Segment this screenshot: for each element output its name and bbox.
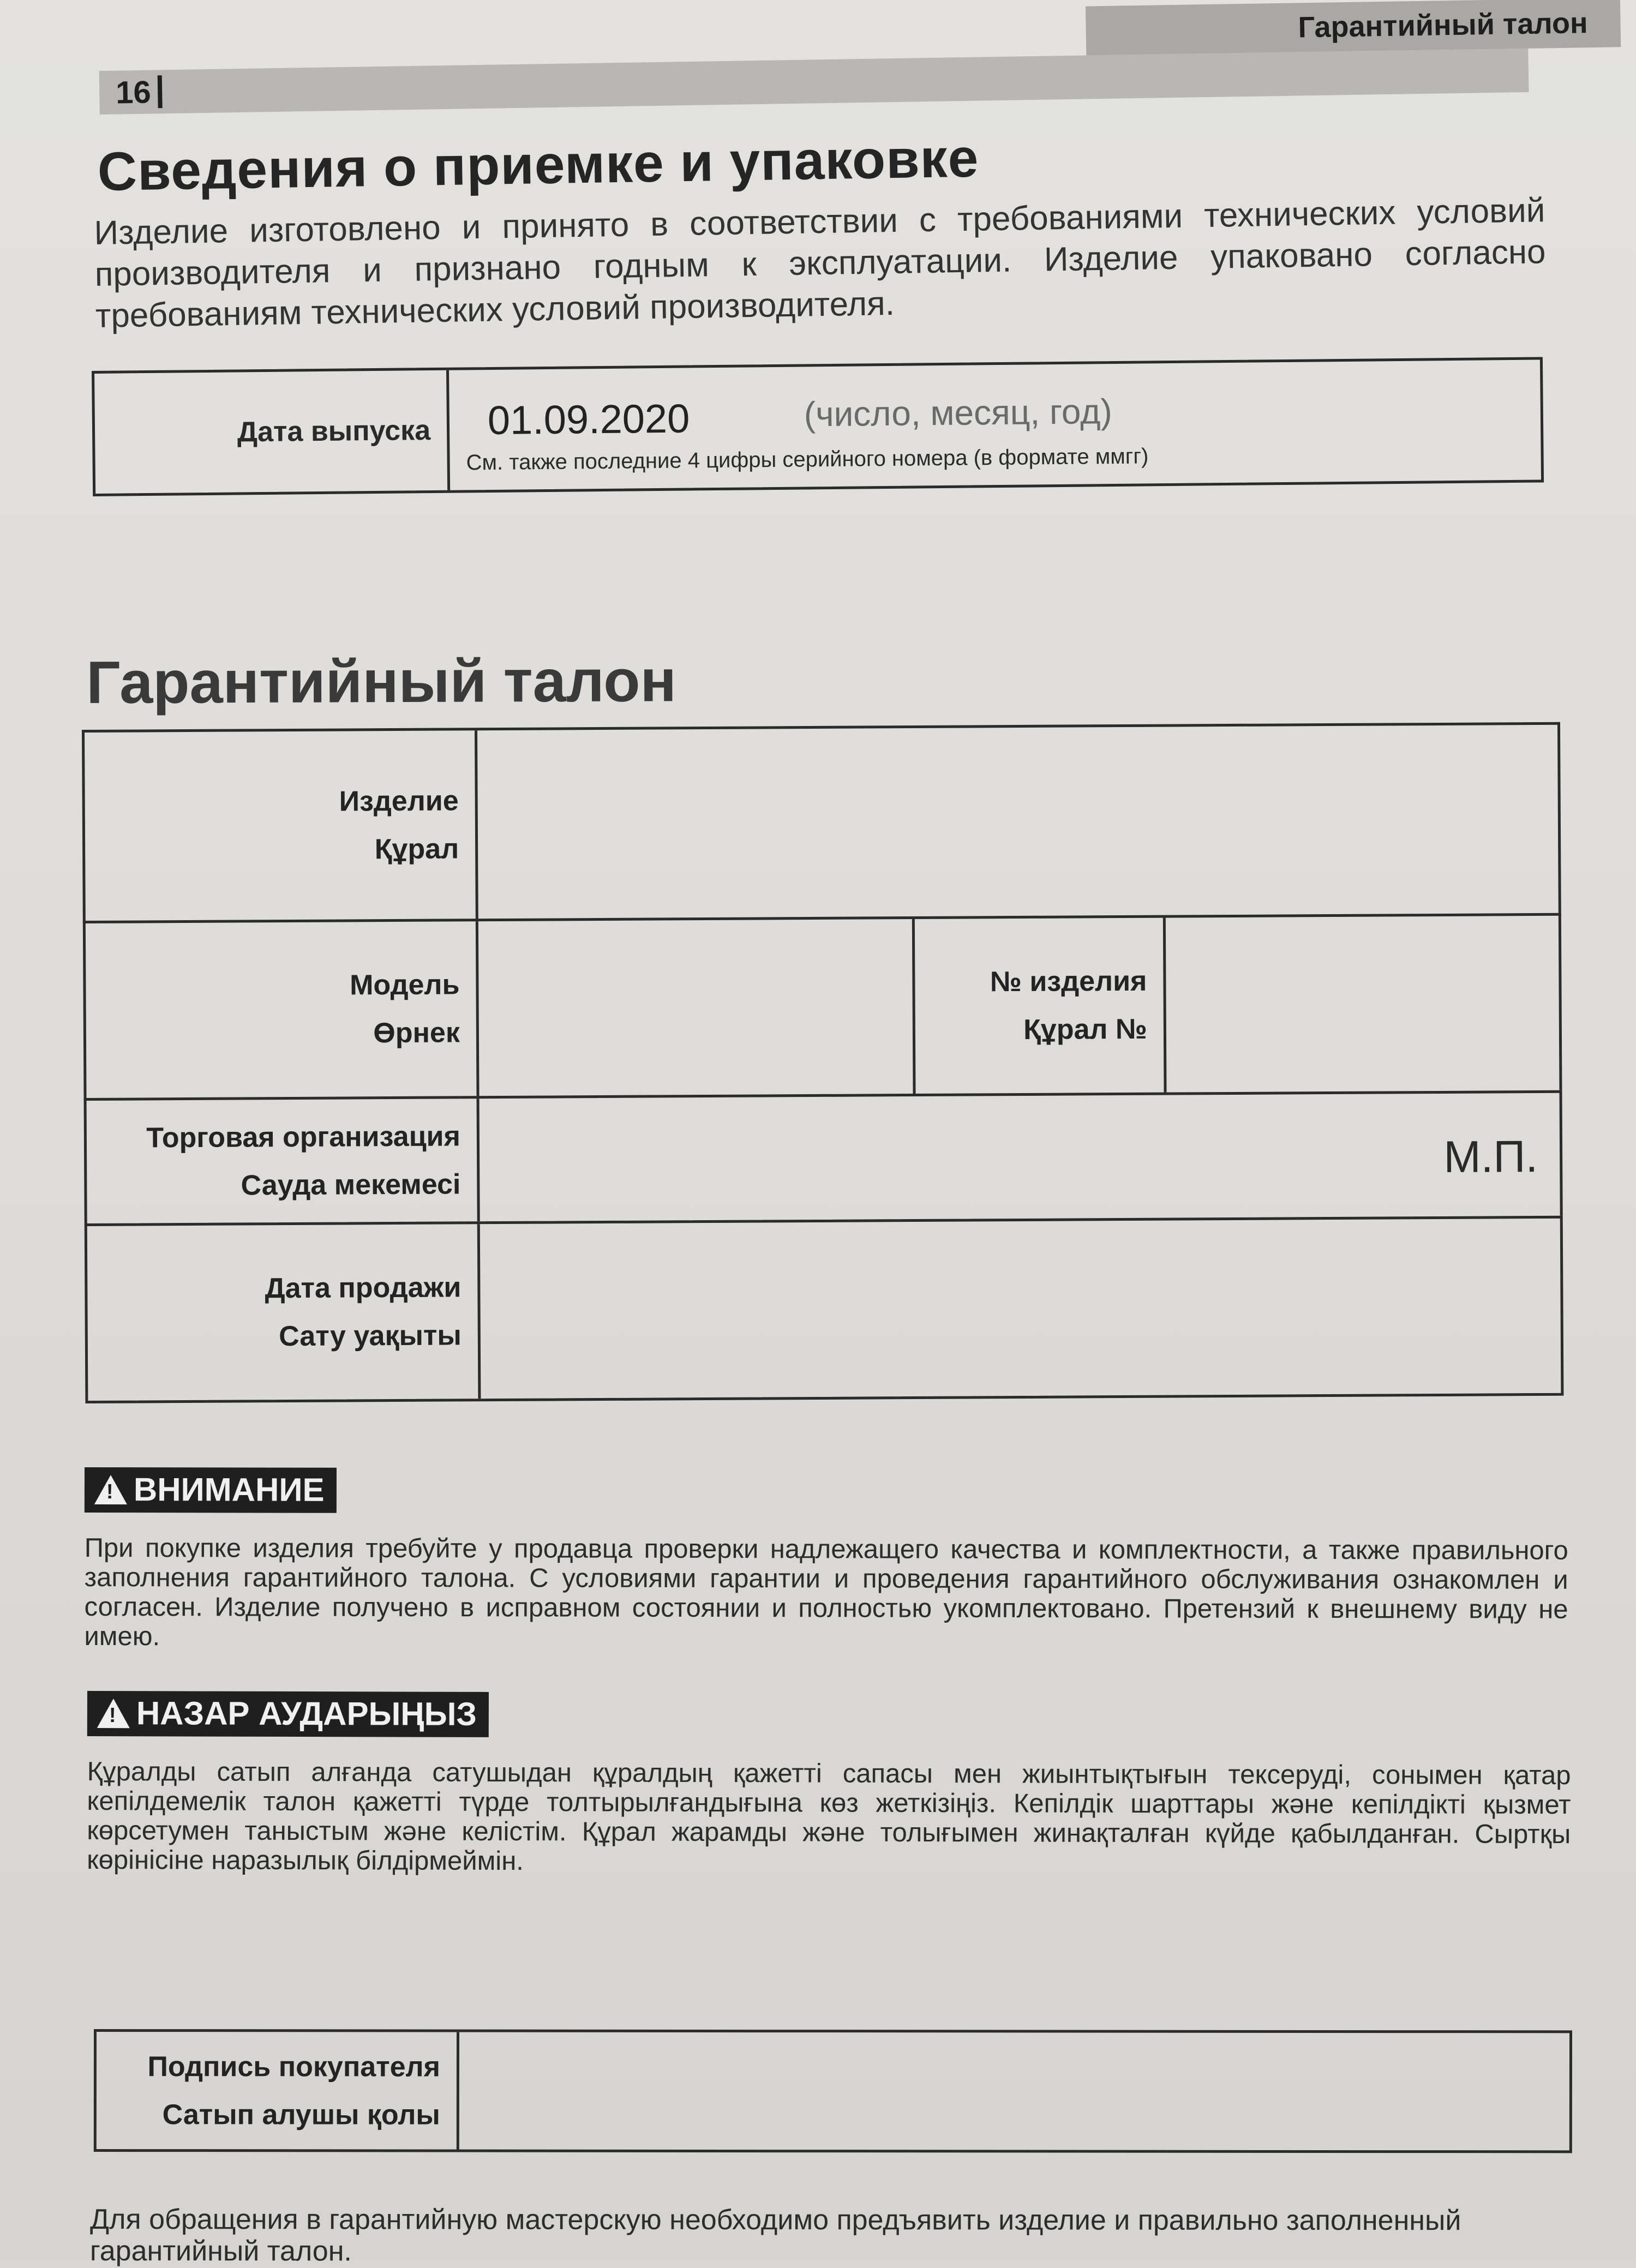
attention-ru-badge-label: ВНИМАНИЕ: [133, 1471, 325, 1508]
signature-label-ru: Подпись покупателя: [147, 2050, 440, 2083]
warranty-table: [82, 722, 1563, 1403]
section-title: Гарантийный талон: [1298, 7, 1588, 44]
page-number-strip: [99, 49, 1529, 115]
product-field[interactable]: [477, 725, 1559, 919]
model-row: [83, 913, 1562, 1098]
trade-field[interactable]: [480, 1093, 1560, 1221]
warranty-heading-block: [86, 645, 904, 717]
product-number-field[interactable]: [1166, 916, 1560, 1093]
trade-label: [87, 1099, 480, 1223]
attention-kz-badge-label: НАЗАР АУДАРЫҢЫЗ: [136, 1695, 477, 1732]
signature-field[interactable]: [459, 2032, 1569, 2151]
product-number-label-kz: Құрал №: [1023, 1013, 1148, 1046]
model-label-kz: Өрнек: [373, 1017, 460, 1049]
footer-note: [90, 2204, 1574, 2268]
attention-kz-block: [87, 1691, 1571, 1879]
release-value-cell: [449, 360, 1541, 490]
acceptance-title: Сведения о приемке и упаковке: [97, 127, 980, 202]
release-label: Дата выпуска: [94, 370, 450, 494]
release-date-hint: (число, месяц, год): [804, 392, 1113, 434]
product-label-ru: Изделие: [339, 784, 459, 818]
release-date: 01.09.2020: [487, 395, 690, 443]
acceptance-intro: [94, 190, 1547, 337]
sale-date-label-kz: Сату уақыты: [278, 1319, 462, 1353]
footer-text: Для обращения в гарантийную мастерскую необходимо предъявить изделие и правильно заполненный гарантийный талон.: [89, 2204, 1461, 2267]
product-label-kz: Құрал: [374, 832, 459, 865]
attention-ru-text: При покупке изделия требуйте у продавца проверки надлежащего качества и комплектности, а также правильного заполнения гарантийного талона. С условиями гарантии и проведения гарантийного обслуживания ознакомлен и согласен. Изделие получено в исправном состоянии и полностью укомплектовано. Претензий к внешнему виду не имею.: [84, 1533, 1568, 1652]
attention-kz-badge: [87, 1691, 489, 1737]
product-number-label: [915, 918, 1167, 1094]
product-row: [82, 722, 1561, 921]
attention-ru-block: [84, 1467, 1568, 1654]
sale-date-label-ru: Дата продажи: [265, 1271, 462, 1305]
warning-icon: [94, 1475, 127, 1504]
warning-icon: [97, 1699, 130, 1728]
product-number-label-ru: № изделия: [990, 965, 1147, 998]
trade-row: [84, 1090, 1563, 1223]
product-label: [85, 730, 478, 921]
model-label: [86, 921, 480, 1098]
release-date-table: [92, 357, 1544, 496]
attention-kz-text: Құралды сатып алғанда сатушыдан құралдың қажетті сапасы мен жиынтықтығын тексеруді, сонымен қатар кепілдемелік талон қажетті түрде толтырылғандығына көз жеткізіңіз. Кепілдік шарттары және кепілдікті қызмет көрсетумен таныстым және келістім. Құрал жарамды және толығымен жинақталған күйде қабылданған. Сыртқы көрінісіне наразылық білдірмеймін.: [87, 1756, 1571, 1876]
page-header: [98, 0, 1588, 115]
sale-date-field[interactable]: [480, 1219, 1561, 1399]
sale-date-label: [87, 1224, 481, 1401]
attention-ru-badge: [85, 1467, 337, 1513]
model-field[interactable]: [478, 919, 916, 1096]
signature-table: [94, 2029, 1572, 2153]
trade-label-ru: Торговая организация: [146, 1120, 461, 1154]
release-note: См. также последние 4 цифры серийного номера (в формате ммгг): [466, 444, 1149, 475]
signature-label-kz: Сатып алушы қолы: [162, 2098, 440, 2131]
sale-date-row: [85, 1216, 1564, 1403]
trade-label-kz: Сауда мекемесі: [241, 1168, 461, 1201]
section-title-bar: [1086, 0, 1621, 56]
signature-label: [97, 2032, 459, 2150]
model-label-ru: Модель: [349, 969, 460, 1001]
acceptance-heading-block: [97, 118, 1516, 203]
acceptance-text: Изделие изготовлено и принято в соответствии с требованиями технических условий производителя и признано годным к эксплуатации. Изделие упаковано согласно требованиям технических условий производителя.: [94, 191, 1546, 335]
warranty-title: Гарантийный талон: [86, 647, 677, 716]
page-number-divider: [157, 75, 162, 108]
page-number: 16: [115, 74, 152, 111]
stamp-place: М.П.: [1443, 1132, 1538, 1182]
